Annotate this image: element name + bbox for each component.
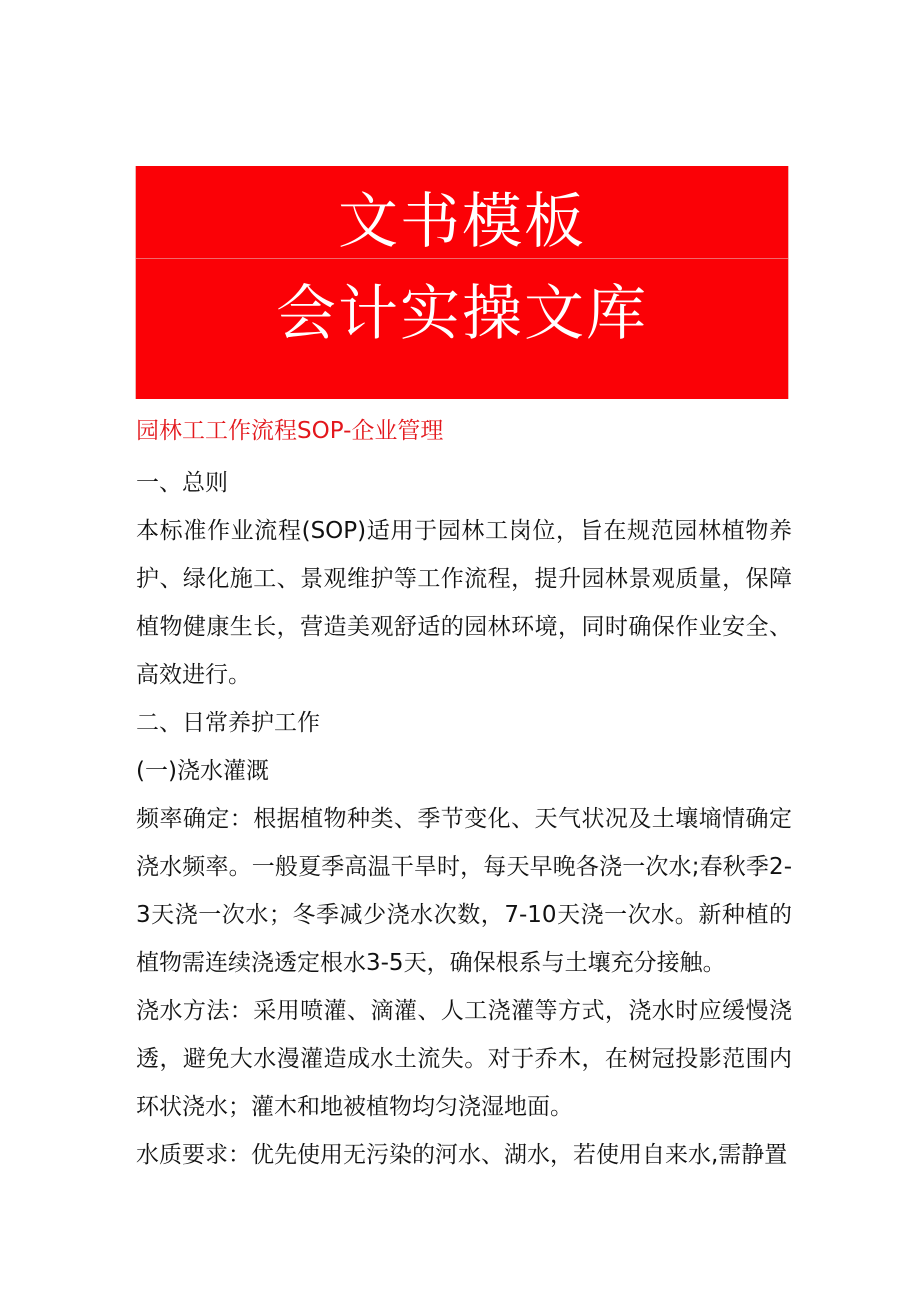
paragraph-general: 本标准作业流程(SOP)适用于园林工岗位，旨在规范园林植物养护、绿化施工、景观维护等工作流程，提升园林景观质量，保障植物健康生长，营造美观舒适的园林环境，同时确保作业安全、高效进行。 xyxy=(136,518,792,688)
banner-title-line2: 会计实操文库 xyxy=(276,279,648,349)
banner-divider xyxy=(136,258,788,259)
paragraph-water-quality: 水质要求：优先使用无污染的河水、湖水，若使用自来水,需静置 xyxy=(136,1142,788,1168)
section-heading-daily-maintenance: 二、日常养护工作 xyxy=(136,710,320,736)
paragraph-watering-method: 浇水方法：采用喷灌、滴灌、人工浇灌等方式，浇水时应缓慢浇透，避免大水漫灌造成水土流失。对于乔木，在树冠投影范围内环状浇水；灌木和地被植物均匀浇湿地面。 xyxy=(136,998,792,1120)
template-banner xyxy=(135,166,789,399)
document-title: 园林工工作流程SOP-企业管理 xyxy=(136,418,444,444)
document-body xyxy=(136,412,792,1179)
banner-title-line1: 文书模板 xyxy=(338,187,586,257)
subsection-heading-watering: (一)浇水灌溉 xyxy=(136,758,269,784)
paragraph-frequency: 频率确定：根据植物种类、季节变化、天气状况及土壤墒情确定浇水频率。一般夏季高温干旱时，每天早晚各浇一次水;春秋季2-3天浇一次水；冬季减少浇水次数，7-10天浇一次水。新种植的植物需连续浇透定根水3-5天，确保根系与土壤充分接触。 xyxy=(136,806,792,976)
section-heading-general: 一、总则 xyxy=(136,470,228,496)
